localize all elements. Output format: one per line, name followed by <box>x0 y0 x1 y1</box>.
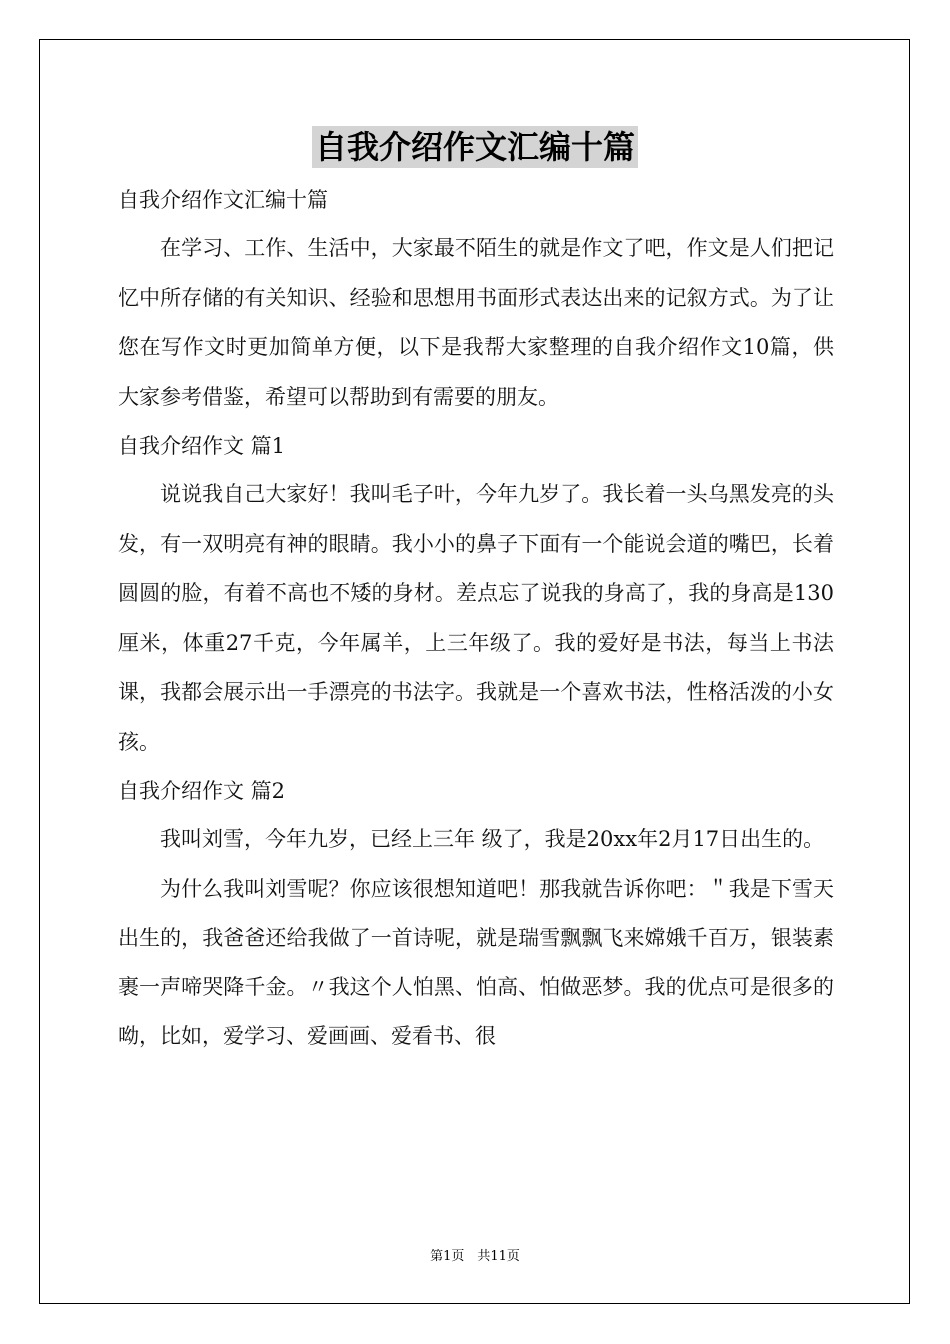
section-1-paragraph: 说说我自己大家好！我叫毛子叶，今年九岁了。我长着一头乌黑发亮的头发，有一双明亮有神的眼睛。我小小的鼻子下面有一个能说会道的嘴巴，长着圆圆的脸，有着不高也不矮的身材。差点忘了说我的身高了，我的身高是130厘米，体重27千克，今年属羊，上三年级了。我的爱好是书法，每当上书法课，我都会展示出一手漂亮的书法字。我就是一个喜欢书法，性格活泼的小女孩。 <box>118 482 834 754</box>
intro-heading: 自我介绍作文汇编十篇 <box>118 188 328 212</box>
section-heading-1: 自我介绍作文 篇1 <box>118 434 286 458</box>
title-area <box>0 126 950 168</box>
page-number: 第1页 共11页 <box>430 1249 520 1264</box>
section-heading-2: 自我介绍作文 篇2 <box>118 779 286 803</box>
document-title: 自我介绍作文汇编十篇 <box>312 126 638 168</box>
document-body <box>118 176 834 1061</box>
section-2-paragraph-1: 我叫刘雪，今年九岁，已经上三年 级了，我是20xx年2月17日出生的。 <box>160 827 825 851</box>
page-footer <box>0 1245 950 1264</box>
section-2-paragraph-2: 为什么我叫刘雪呢？你应该很想知道吧！那我就告诉你吧：＂我是下雪天出生的，我爸爸还给我做了一首诗呢，就是瑞雪飘飘飞来嫦娥千百万，银装素裹一声啼哭降千金。〃我这个人怕黑、怕高、怕做恶梦。我的优点可是很多的呦，比如，爱学习、爱画画、爱看书、很 <box>118 876 834 1048</box>
intro-paragraph: 在学习、工作、生活中，大家最不陌生的就是作文了吧，作文是人们把记忆中所存储的有关知识、经验和思想用书面形式表达出来的记叙方式。为了让您在写作文时更加简单方便，以下是我帮大家整理的自我介绍作文10篇，供大家参考借鉴，希望可以帮助到有需要的朋友。 <box>118 236 834 409</box>
